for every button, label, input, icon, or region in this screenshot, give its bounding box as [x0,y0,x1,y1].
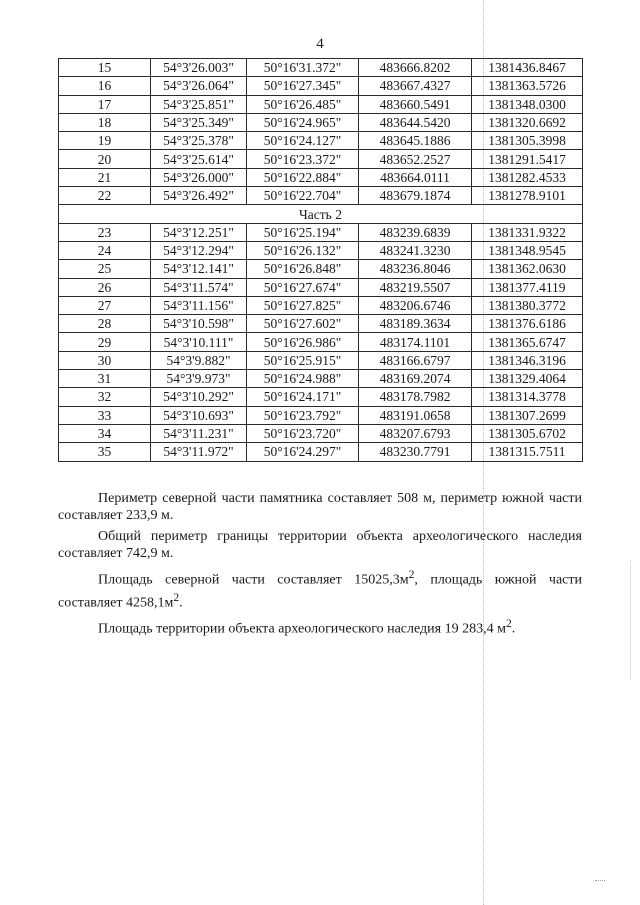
point-number-cell: 23 [59,223,151,241]
point-number-cell: 27 [59,296,151,314]
unit-superscript: 2 [505,617,512,631]
y-coordinate-cell: 1381376.6186 [472,315,583,333]
latitude-cell: 54°3'10.598" [151,315,247,333]
longitude-cell: 50°16'26.132" [247,241,359,259]
longitude-cell: 50°16'27.345" [247,77,359,95]
x-coordinate-cell: 483645.1886 [359,132,472,150]
latitude-cell: 54°3'12.294" [151,241,247,259]
x-coordinate-cell: 483236.8046 [359,260,472,278]
y-coordinate-cell: 1381307.2699 [472,406,583,424]
x-coordinate-cell: 483667.4327 [359,77,472,95]
paragraph-perimeter-parts [58,490,582,524]
longitude-cell: 50°16'25.915" [247,351,359,369]
latitude-cell: 54°3'11.156" [151,296,247,314]
section-row [59,205,583,223]
table-row [59,223,583,241]
latitude-cell: 54°3'26.000" [151,168,247,186]
y-coordinate-cell: 1381314.3778 [472,388,583,406]
longitude-cell: 50°16'23.792" [247,406,359,424]
point-number-cell: 18 [59,113,151,131]
table-row [59,260,583,278]
table-row [59,296,583,314]
x-coordinate-cell: 483660.5491 [359,95,472,113]
table-row [59,168,583,186]
longitude-cell: 50°16'31.372" [247,59,359,77]
point-number-cell: 26 [59,278,151,296]
point-number-cell: 21 [59,168,151,186]
longitude-cell: 50°16'24.988" [247,370,359,388]
y-coordinate-cell: 1381348.9545 [472,241,583,259]
text-perimeter-parts: Периметр северной части памятника составляет 508 м, периметр южной части составляет 233,9 м. [58,491,582,523]
latitude-cell: 54°3'9.973" [151,370,247,388]
summary-text [58,490,582,642]
latitude-cell: 54°3'9.882" [151,351,247,369]
y-coordinate-cell: 1381362.0630 [472,260,583,278]
longitude-cell: 50°16'24.127" [247,132,359,150]
table-row [59,424,583,442]
longitude-cell: 50°16'27.602" [247,315,359,333]
y-coordinate-cell: 1381348.0300 [472,95,583,113]
longitude-cell: 50°16'27.825" [247,296,359,314]
coordinates-section-header [59,205,583,223]
paragraph-total-area [58,615,582,638]
latitude-cell: 54°3'10.111" [151,333,247,351]
y-coordinate-cell: 1381305.3998 [472,132,583,150]
table-row [59,241,583,259]
page-number: 4 [316,36,324,52]
point-number-cell: 17 [59,95,151,113]
y-coordinate-cell: 1381363.5726 [472,77,583,95]
table-row [59,351,583,369]
x-coordinate-cell: 483207.6793 [359,424,472,442]
latitude-cell: 54°3'25.614" [151,150,247,168]
latitude-cell: 54°3'11.574" [151,278,247,296]
table-row [59,77,583,95]
y-coordinate-cell: 1381365.6747 [472,333,583,351]
x-coordinate-cell: 483178.7982 [359,388,472,406]
x-coordinate-cell: 483230.7791 [359,443,472,461]
x-coordinate-cell: 483679.1874 [359,187,472,205]
longitude-cell: 50°16'26.485" [247,95,359,113]
table-row [59,388,583,406]
point-number-cell: 32 [59,388,151,406]
table-row [59,113,583,131]
x-coordinate-cell: 483206.6746 [359,296,472,314]
point-number-cell: 25 [59,260,151,278]
paragraph-area-parts [58,566,582,611]
text-total-area: Площадь территории объекта археологического наследия 19 283,4 м [98,621,506,637]
latitude-cell: 54°3'10.292" [151,388,247,406]
point-number-cell: 22 [59,187,151,205]
y-coordinate-cell: 1381305.6702 [472,424,583,442]
longitude-cell: 50°16'24.297" [247,443,359,461]
unit-superscript: 2 [173,590,180,604]
latitude-cell: 54°3'25.851" [151,95,247,113]
x-coordinate-cell: 483189.3634 [359,315,472,333]
x-coordinate-cell: 483174.1101 [359,333,472,351]
longitude-cell: 50°16'23.372" [247,150,359,168]
y-coordinate-cell: 1381329.4064 [472,370,583,388]
y-coordinate-cell: 1381346.3196 [472,351,583,369]
section-label: Часть 2 [59,205,583,223]
table-row [59,370,583,388]
point-number-cell: 28 [59,315,151,333]
table-row [59,406,583,424]
longitude-cell: 50°16'26.848" [247,260,359,278]
table-row [59,95,583,113]
coordinates-part-1 [59,59,583,205]
x-coordinate-cell: 483241.3230 [359,241,472,259]
table-row [59,150,583,168]
point-number-cell: 19 [59,132,151,150]
coordinates-table [58,58,583,462]
longitude-cell: 50°16'23.720" [247,424,359,442]
text-area-north: Площадь северной части составляет 15025,3м [98,572,409,588]
point-number-cell: 20 [59,150,151,168]
table-row [59,315,583,333]
x-coordinate-cell: 483644.5420 [359,113,472,131]
y-coordinate-cell: 1381320.6692 [472,113,583,131]
latitude-cell: 54°3'11.972" [151,443,247,461]
x-coordinate-cell: 483664.0111 [359,168,472,186]
table-row [59,443,583,461]
point-number-cell: 29 [59,333,151,351]
text-period: . [511,621,516,637]
latitude-cell: 54°3'25.349" [151,113,247,131]
latitude-cell: 54°3'12.141" [151,260,247,278]
point-number-cell: 24 [59,241,151,259]
longitude-cell: 50°16'27.674" [247,278,359,296]
x-coordinate-cell: 483191.0658 [359,406,472,424]
table-row [59,132,583,150]
y-coordinate-cell: 1381282.4533 [472,168,583,186]
y-coordinate-cell: 1381436.8467 [472,59,583,77]
text-period: . [179,595,183,611]
latitude-cell: 54°3'26.064" [151,77,247,95]
latitude-cell: 54°3'10.693" [151,406,247,424]
latitude-cell: 54°3'12.251" [151,223,247,241]
y-coordinate-cell: 1381331.9322 [472,223,583,241]
table-row [59,278,583,296]
x-coordinate-cell: 483219.5507 [359,278,472,296]
coordinates-part-2 [59,223,583,461]
latitude-cell: 54°3'26.492" [151,187,247,205]
x-coordinate-cell: 483166.6797 [359,351,472,369]
x-coordinate-cell: 483652.2527 [359,150,472,168]
point-number-cell: 34 [59,424,151,442]
longitude-cell: 50°16'24.965" [247,113,359,131]
point-number-cell: 15 [59,59,151,77]
x-coordinate-cell: 483666.8202 [359,59,472,77]
point-number-cell: 33 [59,406,151,424]
table-row [59,187,583,205]
table-row [59,333,583,351]
scan-corner-speck [595,880,605,885]
text-area-south: , площадь южной части составляет 4258,1м [58,572,583,611]
y-coordinate-cell: 1381291.5417 [472,150,583,168]
text-total-perimeter: Общий периметр границы территории объекта археологического наследия составляет 742,9 м. [58,529,582,561]
x-coordinate-cell: 483239.6839 [359,223,472,241]
longitude-cell: 50°16'24.171" [247,388,359,406]
y-coordinate-cell: 1381315.7511 [472,443,583,461]
point-number-cell: 16 [59,77,151,95]
unit-superscript: 2 [408,568,415,581]
point-number-cell: 30 [59,351,151,369]
longitude-cell: 50°16'22.704" [247,187,359,205]
y-coordinate-cell: 1381278.9101 [472,187,583,205]
scan-edge-marks [630,560,634,680]
point-number-cell: 31 [59,370,151,388]
y-coordinate-cell: 1381377.4119 [472,278,583,296]
table-row [59,59,583,77]
longitude-cell: 50°16'22.884" [247,168,359,186]
latitude-cell: 54°3'11.231" [151,424,247,442]
y-coordinate-cell: 1381380.3772 [472,296,583,314]
latitude-cell: 54°3'25.378" [151,132,247,150]
longitude-cell: 50°16'26.986" [247,333,359,351]
paragraph-total-perimeter [58,528,582,562]
x-coordinate-cell: 483169.2074 [359,370,472,388]
point-number-cell: 35 [59,443,151,461]
latitude-cell: 54°3'26.003" [151,59,247,77]
longitude-cell: 50°16'25.194" [247,223,359,241]
